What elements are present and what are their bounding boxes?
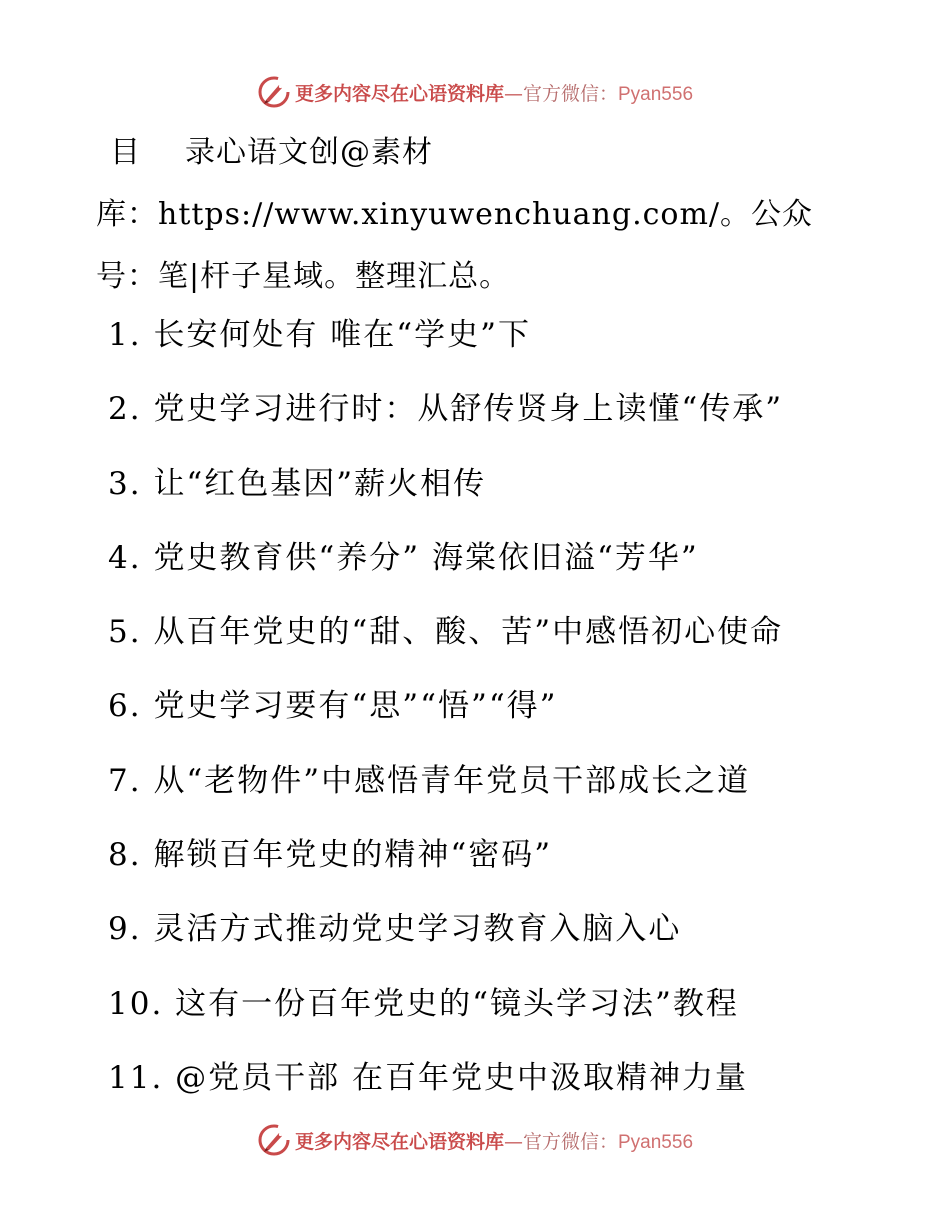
toc-item-number: 7.	[108, 762, 142, 799]
toc-item-title: 这有一份百年党史的“镜头学习法”教程	[175, 985, 739, 1022]
banner-account: Pyan556	[618, 1131, 694, 1153]
banner-wechat-label: 官方微信：	[522, 82, 618, 105]
toc-item-number: 11.	[108, 1059, 164, 1096]
toc-item-9	[108, 892, 908, 966]
toc-item-4	[108, 521, 908, 595]
banner-text	[295, 79, 693, 106]
toc-item-title: 党史教育供“养分” 海棠依旧溢“芳华”	[153, 539, 699, 576]
toc-item-11	[108, 1041, 908, 1115]
toc-item-title: 党史学习进行时：从舒传贤身上读懂“传承”	[153, 391, 784, 428]
pen-logo-icon	[257, 1123, 291, 1157]
banner-main-text: 更多内容尽在心语资料库	[294, 1130, 504, 1153]
toc-item-7	[108, 744, 908, 818]
toc-item-3	[108, 447, 908, 521]
toc-item-title: 从百年党史的“甜、酸、苦”中感悟初心使命	[153, 614, 784, 651]
banner-separator: —	[503, 1130, 523, 1153]
toc-item-number: 3.	[108, 465, 142, 502]
toc-item-number: 4.	[108, 539, 142, 576]
intro-block	[96, 122, 896, 308]
toc-list	[108, 298, 908, 1115]
toc-item-number: 6.	[108, 688, 142, 725]
toc-item-6	[108, 669, 908, 743]
toc-item-5	[108, 595, 908, 669]
intro-line-1-rest: 录心语文创@素材	[185, 135, 433, 170]
toc-heading: 目	[110, 135, 141, 170]
toc-item-number: 2.	[108, 391, 142, 428]
toc-item-title: 从“老物件”中感悟青年党员干部成长之道	[153, 762, 751, 799]
banner-separator: —	[503, 82, 523, 105]
intro-line-3: 号：笔|杆子星域。整理汇总。	[96, 259, 511, 294]
toc-item-number: 1.	[108, 317, 142, 353]
intro-line-1	[96, 122, 896, 184]
toc-item-title: 长安何处有 唯在“学史”下	[153, 317, 531, 353]
toc-item-title: @党员干部 在百年党史中汲取精神力量	[175, 1059, 749, 1096]
toc-item-number: 5.	[108, 614, 142, 651]
toc-item-title: 党史学习要有“思”“悟”“得”	[153, 688, 558, 725]
banner-main-text: 更多内容尽在心语资料库	[294, 82, 504, 105]
toc-item-title: 让“红色基因”薪火相传	[153, 465, 487, 502]
header-banner	[0, 72, 950, 112]
toc-item-number: 10.	[108, 985, 164, 1022]
pen-logo-icon	[257, 75, 291, 109]
intro-line-2: 库：https://www.xinyuwenchuang.com/。公众	[96, 197, 814, 232]
banner-text	[295, 1127, 693, 1154]
toc-item-1	[108, 298, 908, 372]
banner-account: Pyan556	[618, 83, 694, 105]
footer-banner	[0, 1120, 950, 1160]
toc-item-2	[108, 372, 908, 446]
toc-item-number: 8.	[108, 837, 142, 874]
toc-item-title: 灵活方式推动党史学习教育入脑入心	[153, 911, 682, 948]
toc-item-10	[108, 967, 908, 1041]
toc-item-title: 解锁百年党史的精神“密码”	[153, 837, 553, 874]
toc-item-8	[108, 818, 908, 892]
toc-item-number: 9.	[108, 911, 142, 948]
banner-wechat-label: 官方微信：	[522, 1130, 618, 1153]
